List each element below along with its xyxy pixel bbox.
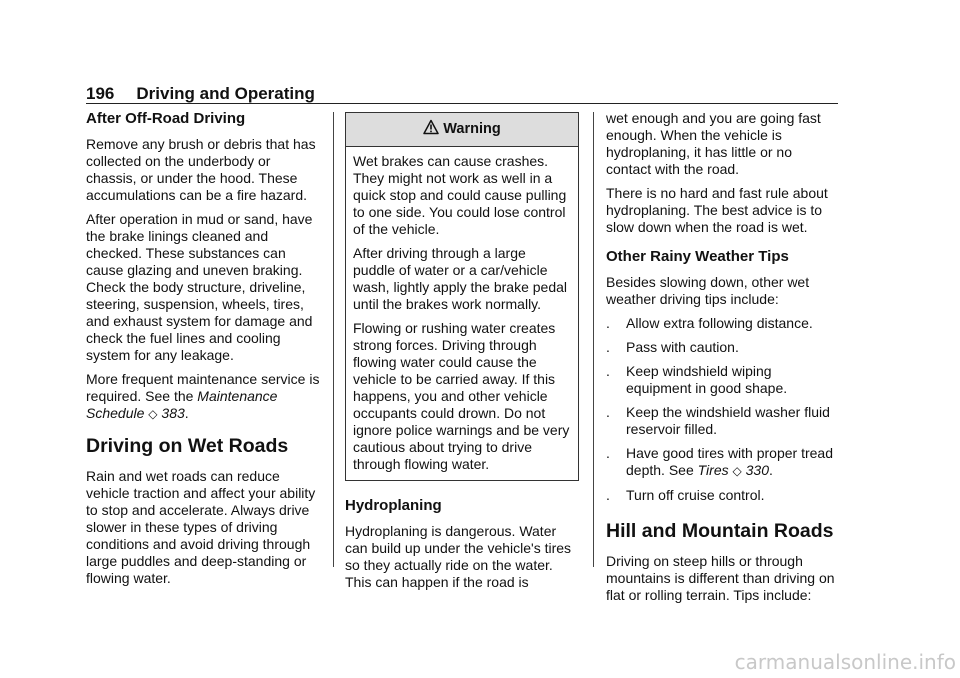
paragraph: Besides slowing down, other wet weather driving tips include: [606, 274, 810, 307]
heading-hill-mountain: Hill and Mountain Roads [606, 520, 834, 542]
paragraph: Hydroplaning is dangerous. Water can build up under the vehicle's tires so they actually ride on the water. This can happen if the road is [345, 523, 572, 590]
page-number: 196 [86, 84, 115, 103]
paragraph: After operation in mud or sand, have the brake linings cleaned and checked. These substances can cause glazing and uneven braking. Check the body structure, driveline, steering, suspension, wheels, tires, and exhaust system for damage and check the fuel lines and cooling system for any leakage. [86, 211, 313, 363]
tires-link[interactable]: Tires [697, 462, 729, 478]
heading-rainy-tips: Other Rainy Weather Tips [606, 248, 789, 265]
watermark: carmanualsonline.info [734, 650, 956, 674]
warning-body [346, 147, 578, 473]
list-item: . Turn off cruise control. [606, 487, 765, 503]
paragraph: After driving through a large puddle of water or a car/vehicle wash, lightly apply the brake pedal until the brakes work normally. [353, 245, 568, 312]
paragraph: wet enough and you are going fast enough. When the vehicle is hydroplaning, it has little or no contact with the road. [606, 110, 821, 177]
maintenance-schedule-link[interactable]: Maintenance Schedule [86, 388, 278, 421]
paragraph: Remove any brush or debris that has collected on the underbody or chassis, or under the hood. These accumulations can be a fire hazard. [86, 136, 316, 203]
page-header [86, 84, 838, 104]
list-item: . Pass with caution. [606, 339, 739, 355]
list-item: . Allow extra following distance. [606, 315, 813, 331]
paragraph: Rain and wet roads can reduce vehicle traction and affect your ability to stop and accelerate. Always drive slower in these types of driving conditions and avoid driving through large puddles and deep-standing or flowing water. [86, 468, 316, 586]
column-divider [593, 112, 594, 567]
warning-title: Warning [443, 121, 501, 137]
section-title: Driving and Operating [136, 84, 315, 103]
column-right [606, 110, 840, 611]
paragraph: Wet brakes can cause crashes. They might not work as well in a quick stop and could cause pulling to one side. You could lose control of the vehicle. [353, 153, 567, 237]
page-ref-icon: ◇ [732, 464, 742, 478]
warning-header [346, 113, 578, 147]
warning-box [345, 112, 579, 481]
page-ref-number[interactable]: 383 [161, 405, 185, 421]
page-ref-icon: ◇ [148, 407, 158, 421]
column-left [86, 110, 322, 594]
paragraph: Driving on steep hills or through mountains is different than driving on flat or rolling terrain. Tips include: [606, 553, 835, 603]
heading-hydroplaning: Hydroplaning [345, 497, 442, 514]
column-divider [333, 112, 334, 567]
tips-list [606, 315, 840, 504]
column-middle [345, 110, 579, 598]
paragraph: There is no hard and fast rule about hydroplaning. The best advice is to slow down when the road is wet. [606, 185, 828, 235]
list-item: . Have good tires with proper tread depth. See Tires ◇ 330. [606, 445, 833, 478]
page-ref-number[interactable]: 330 [745, 462, 769, 478]
warning-triangle-icon [423, 119, 439, 135]
paragraph: More frequent maintenance service is required. See the Maintenance Schedule ◇ 383. [86, 371, 320, 421]
list-item: . Keep windshield wiping equipment in good shape. [606, 363, 788, 396]
list-item: . Keep the windshield washer fluid reservoir filled. [606, 404, 830, 437]
heading-wet-roads: Driving on Wet Roads [86, 435, 289, 457]
paragraph: Flowing or rushing water creates strong forces. Driving through flowing water could cause the vehicle to be carried away. If this happens, you and other vehicle occupants could drown. Do not ignore police warnings and be very cautious about trying to drive through flowing water. [353, 320, 570, 472]
heading-after-offroad: After Off-Road Driving [86, 110, 246, 127]
